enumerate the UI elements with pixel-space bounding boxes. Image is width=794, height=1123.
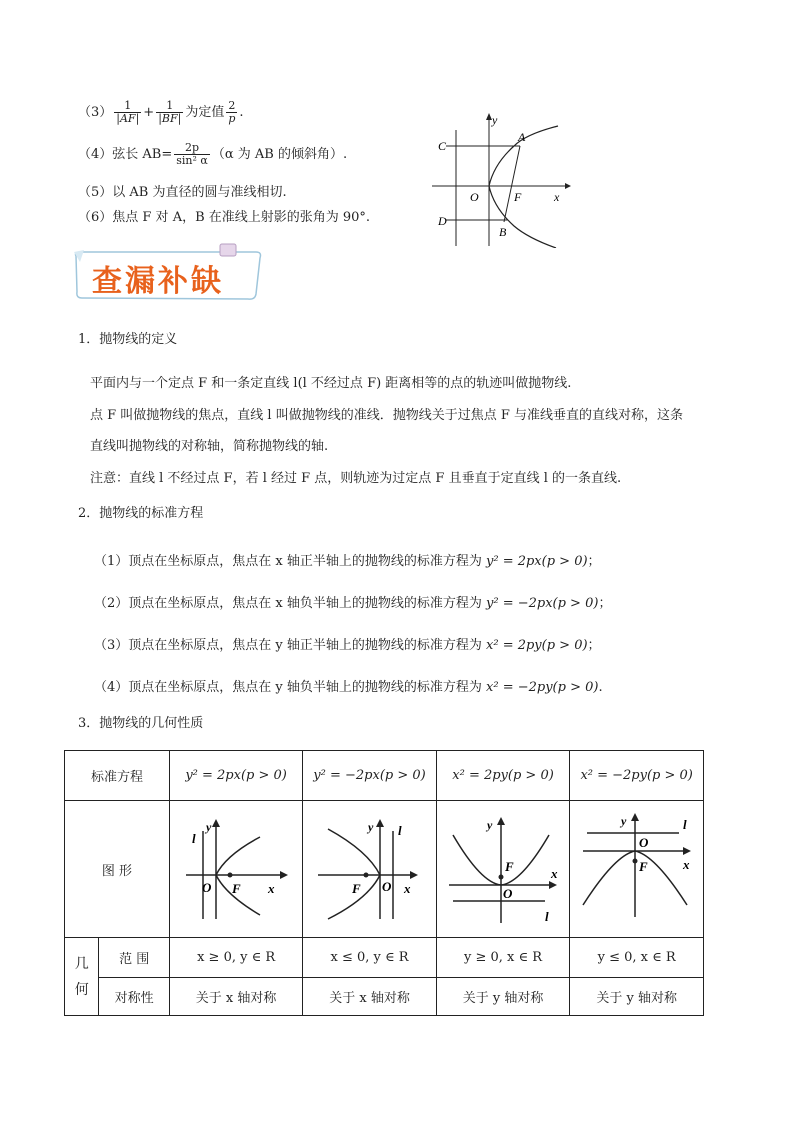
x-arrow-icon xyxy=(410,871,418,879)
focus-point xyxy=(499,875,504,880)
figure-label-cell: 图 形 xyxy=(65,801,170,938)
y-label: y xyxy=(492,113,498,127)
fraction: $\frac{2p}{\text{sin² α}}$ xyxy=(176,141,208,167)
paperclip-icon xyxy=(220,244,236,256)
svg-text:O: O xyxy=(381,879,391,894)
svg-text:y: y xyxy=(620,814,626,828)
figure-cell xyxy=(570,801,704,938)
svg-text:F: F xyxy=(505,859,514,874)
figure-cell xyxy=(169,801,302,938)
point-d-label: D xyxy=(438,214,447,228)
symmetry-cell: 关于 y 轴对称 xyxy=(570,978,704,1016)
table-row-equations xyxy=(65,751,704,801)
fraction: $\frac{1}{|BF|}$ xyxy=(158,99,182,125)
axis-paragraph: 直线叫抛物线的对称轴，简称抛物线的轴. xyxy=(90,439,329,454)
parabola-curve xyxy=(216,837,260,915)
focal-chord-figure xyxy=(428,108,576,248)
property-4: （4）弦长 AB= $\frac{2p}{\text{sin² α}}$ （α 为 AB 的倾斜角）. xyxy=(78,141,348,167)
y-arrow-icon xyxy=(497,817,505,825)
svg-text:l: l xyxy=(192,831,196,846)
svg-text:y: y xyxy=(367,820,373,834)
equation-cell: y² = 2px(p > 0) xyxy=(169,751,302,801)
point-b-label: B xyxy=(499,225,507,239)
y-arrow-icon xyxy=(631,813,639,821)
svg-text:F: F xyxy=(638,859,648,874)
table-row-symmetry xyxy=(65,978,704,1016)
note-paragraph: 注意：直线 l 不经过点 F，若 l 经过 F 点，则轨迹为过定点 F 且垂直于定直线 l 的一条直线. xyxy=(90,471,622,486)
focus-point xyxy=(632,859,637,864)
svg-text:x: x xyxy=(551,866,558,881)
svg-text:O: O xyxy=(638,835,649,850)
focus-point xyxy=(228,873,233,878)
table-row-range xyxy=(65,938,704,978)
svg-text:x: x xyxy=(268,881,275,896)
section-2-heading: 2．抛物线的标准方程 xyxy=(78,506,204,521)
origin-label: O xyxy=(470,190,479,204)
property-3: （3） $\frac{1}{|AF|}$ + $\frac{1}{|BF|}$ 为定值 $\frac{2}{p}$ . xyxy=(78,99,244,125)
range-cell: y ≥ 0, x ∈ R xyxy=(436,938,570,978)
svg-text:x: x xyxy=(403,881,411,896)
svg-text:l: l xyxy=(397,823,402,838)
symmetry-label-cell: 对称性 xyxy=(99,978,169,1016)
group-label-cell: 几何 xyxy=(65,938,99,1016)
section-banner xyxy=(70,242,266,304)
banner-title: 查漏补缺 xyxy=(92,264,224,299)
equation-cell: x² = −2py(p > 0) xyxy=(570,751,704,801)
focus-point xyxy=(363,873,368,878)
symmetry-cell: 关于 x 轴对称 xyxy=(303,978,436,1016)
parabola-down-figure xyxy=(575,805,699,929)
x-arrow-icon xyxy=(549,881,557,889)
symmetry-cell: 关于 y 轴对称 xyxy=(436,978,570,1016)
range-label-cell: 范 围 xyxy=(99,938,169,978)
section-3-heading: 3．抛物线的几何性质 xyxy=(78,716,204,731)
standard-equation-4: （4）顶点在坐标原点，焦点在 y 轴负半轴上的抛物线的标准方程为 x² = −2py(p > 0). xyxy=(94,680,603,695)
x-axis-arrow-icon xyxy=(565,183,571,189)
focal-chord xyxy=(504,146,520,222)
equation-cell: x² = 2py(p > 0) xyxy=(436,751,570,801)
fraction: $\frac{2}{p}$ xyxy=(228,99,236,125)
property-5: （5）以 AB 为直径的圆与准线相切. xyxy=(78,185,287,200)
y-arrow-icon xyxy=(212,819,220,827)
point-a-label: A xyxy=(518,130,526,144)
focus-label: F xyxy=(514,190,522,204)
standard-equation-1: （1）顶点在坐标原点，焦点在 x 轴正半轴上的抛物线的标准方程为 y² = 2px(p > 0)； xyxy=(94,554,601,569)
parabola-left-figure xyxy=(310,807,430,927)
svg-text:O: O xyxy=(503,886,513,901)
range-cell: x ≥ 0, y ∈ R xyxy=(169,938,302,978)
table-row-figures xyxy=(65,801,704,938)
svg-text:F: F xyxy=(232,881,241,896)
y-arrow-icon xyxy=(376,819,384,827)
fraction: $\frac{1}{|AF|}$ xyxy=(116,99,140,125)
svg-text:y: y xyxy=(487,818,493,832)
definition-paragraph: 平面内与一个定点 F 和一条定直线 l(l 不经过点 F) 距离相等的点的轨迹叫做抛物线. xyxy=(90,376,572,391)
svg-text:F: F xyxy=(351,881,361,896)
geometric-properties-table xyxy=(64,750,704,1016)
figure-cell xyxy=(303,801,436,938)
x-arrow-icon xyxy=(280,871,288,879)
property-6: （6）焦点 F 对 A，B 在准线上射影的张角为 90°. xyxy=(78,210,371,225)
svg-text:O: O xyxy=(202,880,212,895)
figure-cell xyxy=(436,801,570,938)
standard-equation-2: （2）顶点在坐标原点，焦点在 x 轴负半轴上的抛物线的标准方程为 y² = −2px(p > 0)； xyxy=(94,596,612,611)
symmetry-cell: 关于 x 轴对称 xyxy=(169,978,302,1016)
svg-text:l: l xyxy=(545,909,549,924)
range-cell: y ≤ 0, x ∈ R xyxy=(570,938,704,978)
header-label-cell: 标准方程 xyxy=(65,751,170,801)
standard-equation-3: （3）顶点在坐标原点，焦点在 y 轴正半轴上的抛物线的标准方程为 x² = 2py(p > 0)； xyxy=(94,638,601,653)
point-c-label: C xyxy=(438,139,447,153)
parabola-up-figure xyxy=(441,805,565,929)
range-cell: x ≤ 0, y ∈ R xyxy=(303,938,436,978)
svg-text:y: y xyxy=(206,820,212,834)
x-arrow-icon xyxy=(683,847,691,855)
parabola-curve xyxy=(328,829,380,919)
x-label: x xyxy=(554,190,560,204)
svg-text:x: x xyxy=(682,857,690,872)
parabola-right-figure xyxy=(176,807,296,927)
section-1-heading: 1．抛物线的定义 xyxy=(78,332,178,347)
svg-text:l: l xyxy=(682,817,687,832)
equation-cell: y² = −2px(p > 0) xyxy=(303,751,436,801)
focus-directrix-paragraph: 点 F 叫做抛物线的焦点，直线 l 叫做抛物线的准线．抛物线关于过焦点 F 与准线垂直的直线对称，这条 xyxy=(90,408,683,423)
